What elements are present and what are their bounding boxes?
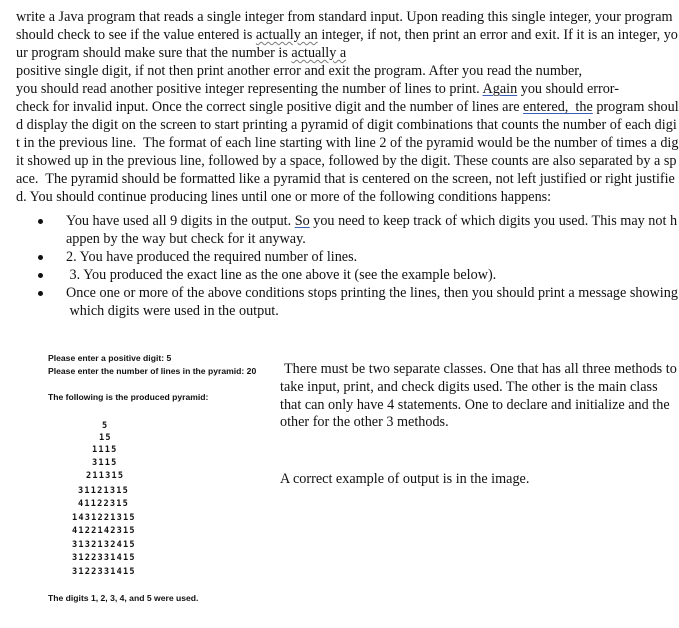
bullet-dot [38, 219, 43, 224]
list-item [66, 212, 677, 230]
pyramid-line: 4122142315 [72, 526, 136, 536]
text-run: ur program should make sure that the number is [16, 45, 292, 61]
paragraph-line: write a Java program that reads a single integer from standard input. Upon reading this single integer, your program [16, 9, 673, 25]
grammar-underlined-text: entered, the [523, 99, 593, 115]
paragraph-line [16, 80, 619, 98]
prompt-digit: Please enter a positive digit: 5 [48, 353, 172, 363]
paragraph-line: it showed up in the previous line, followed by a space, followed by the digit. These counts are also separated by a sp [16, 153, 677, 169]
side-note-line: other for the other 3 methods. [280, 414, 449, 430]
pyramid-line: 3122331415 [72, 553, 136, 563]
list-item-continuation: which digits were used in the output. [66, 303, 279, 319]
text-run: integer, if not, then print an error and exit. If it is an integer, yo [317, 27, 678, 43]
paragraph-line: positive single digit, if not then print another error and exit the program. After you read the number, [16, 63, 582, 79]
pyramid-line: 3122331415 [72, 567, 136, 577]
paragraph-line: d display the digit on the screen to start printing a pyramid of digit combinations that counts the number of each digi [16, 117, 677, 133]
side-note-line: There must be two separate classes. One that has all three methods to [284, 361, 677, 377]
pyramid-heading: The following is the produced pyramid: [48, 392, 209, 402]
list-item: 2. You have produced the required number of lines. [66, 249, 358, 265]
grammar-underlined-text: Again [482, 81, 518, 97]
list-item: Once one or more of the above conditions stops printing the lines, then you should print a message showing [66, 285, 678, 301]
pyramid-line: 1115 [92, 445, 118, 455]
pyramid-line: 3132132415 [72, 540, 136, 550]
text-run: should check to see if the value entered is [16, 27, 256, 43]
pyramid-line: 15 [99, 433, 112, 443]
text-run: check for invalid input. Once the correct single positive digit and the number of lines are [16, 99, 524, 115]
side-note-line: that can only have 4 statements. One to declare and initialize and the [280, 397, 670, 413]
bullet-dot [38, 255, 43, 260]
text-run: you need to keep track of which digits you used. This may not h [309, 213, 678, 229]
pyramid-line: 5 [102, 421, 109, 431]
paragraph-line [16, 26, 678, 44]
bullet-dot [38, 273, 43, 278]
side-note-line: A correct example of output is in the image. [280, 471, 530, 487]
digits-used-message: The digits 1, 2, 3, 4, and 5 were used. [48, 593, 199, 603]
pyramid-line: 3115 [92, 458, 118, 468]
paragraph-line: t in the previous line. The format of each line starting with line 2 of the pyramid would be the number of times a dig [16, 135, 679, 151]
grammar-underlined-text: actually a [291, 45, 347, 61]
pyramid-line: 1431221315 [72, 513, 136, 523]
prompt-lines: Please enter the number of lines in the pyramid: 20 [48, 366, 257, 376]
grammar-underlined-text: So [294, 213, 310, 229]
pyramid-line: 31121315 [78, 486, 129, 496]
text-run: you should error- [517, 81, 619, 97]
paragraph-line [16, 98, 679, 116]
grammar-underlined-text: actually an [255, 27, 318, 43]
list-item-continuation: appen by the way but check for it anyway. [66, 231, 306, 247]
list-item: 3. You produced the exact line as the one above it (see the example below). [66, 267, 497, 283]
pyramid-line: 41122315 [78, 499, 129, 509]
text-run: you should read another positive integer representing the number of lines to print. [16, 81, 483, 97]
bullet-dot [38, 291, 43, 296]
text-run: program shoul [592, 99, 679, 115]
pyramid-line: 211315 [86, 471, 125, 481]
paragraph-line [16, 44, 346, 62]
paragraph-line: ace. The pyramid should be formatted like a pyramid that is centered on the screen, not left justified or right justifie [16, 171, 675, 187]
side-note-line: take input, print, and check digits used. The other is the main class [280, 379, 658, 395]
paragraph-line: d. You should continue producing lines until one or more of the following conditions happens: [16, 189, 552, 205]
text-run: You have used all 9 digits in the output. [66, 213, 295, 229]
